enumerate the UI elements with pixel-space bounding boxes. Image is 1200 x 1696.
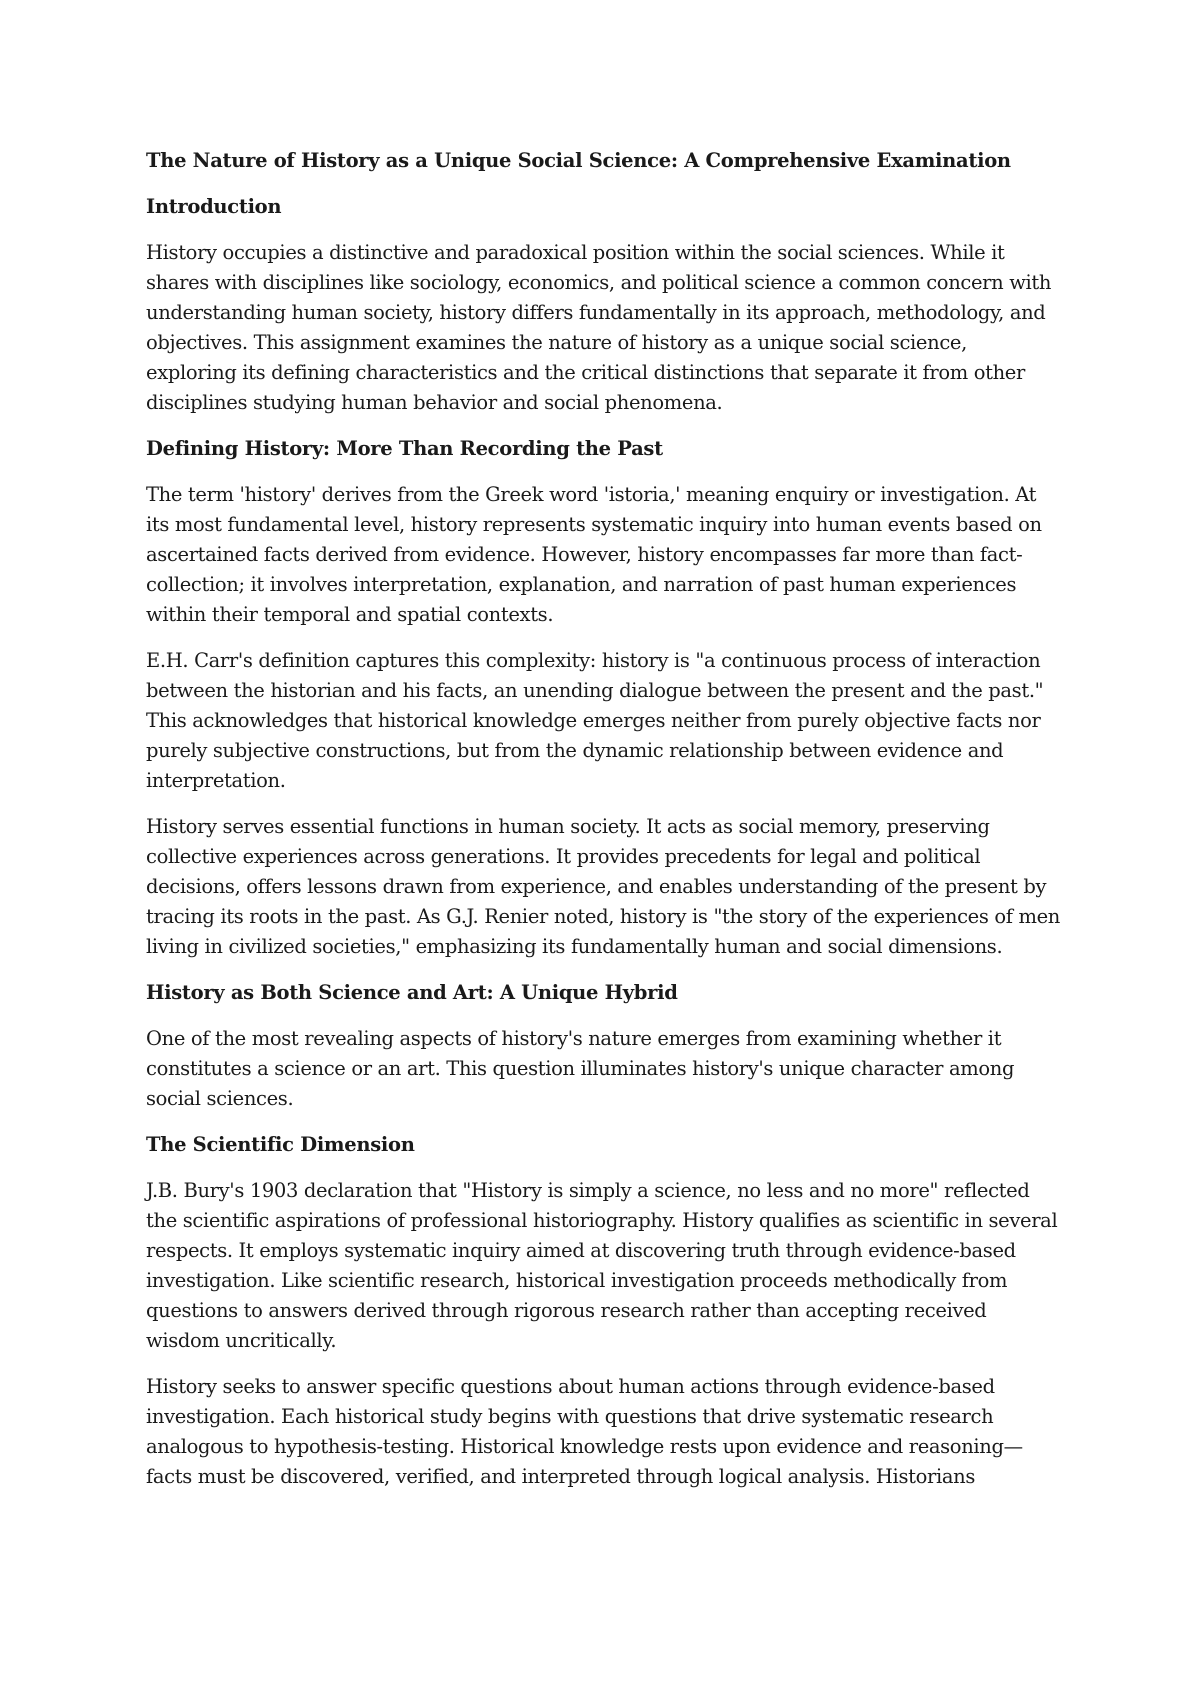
section-defining-history (146, 434, 1060, 962)
paragraph: The term 'history' derives from the Greek word 'istoria,' meaning enquiry or investigation. At its most fundamental level, history represents systematic inquiry into human events based on ascertained facts derived from evidence. However, history encompasses far more than fact-collection; it involves interpretation, explanation, and narration of past human experiences within their temporal and spatial contexts. (146, 483, 1042, 626)
section-introduction (146, 192, 1060, 418)
section-science-and-art (146, 978, 1060, 1114)
paragraph: History occupies a distinctive and paradoxical position within the social sciences. While it shares with disciplines like sociology, economics, and political science a common concern with understanding human society, history differs fundamentally in its approach, methodology, and objectives. This assignment examines the nature of history as a unique social science, exploring its defining characteristics and the critical distinctions that separate it from other disciplines studying human behavior and social phenomena. (146, 241, 1052, 414)
section-scientific-dimension (146, 1130, 1060, 1492)
section-heading: Defining History: More Than Recording the Past (146, 437, 663, 460)
section-heading: Introduction (146, 195, 282, 218)
section-heading: The Scientific Dimension (146, 1133, 415, 1156)
document-title: The Nature of History as a Unique Social Science: A Comprehensive Examination (146, 149, 1011, 172)
paragraph: J.B. Bury's 1903 declaration that "History is simply a science, no less and no more" reflected the scientific aspirations of professional historiography. History qualifies as scientific in several respects. It employs systematic inquiry aimed at discovering truth through evidence-based investigation. Like scientific research, historical investigation proceeds methodically from questions to answers derived through rigorous research rather than accepting received wisdom uncritically. (146, 1179, 1058, 1352)
section-heading: History as Both Science and Art: A Unique Hybrid (146, 981, 678, 1004)
paragraph: History seeks to answer specific questions about human actions through evidence-based investigation. Each historical study begins with questions that drive systematic research analogous to hypothesis-testing. Historical knowledge rests upon evidence and reasoning—facts must be discovered, verified, and interpreted through logical analysis. Historians (146, 1375, 1023, 1488)
paragraph: History serves essential functions in human society. It acts as social memory, preserving collective experiences across generations. It provides precedents for legal and political decisions, offers lessons drawn from experience, and enables understanding of the present by tracing its roots in the past. As G.J. Renier noted, history is "the story of the experiences of men living in civilized societies," emphasizing its fundamentally human and social dimensions. (146, 815, 1060, 958)
paragraph: E.H. Carr's definition captures this complexity: history is "a continuous process of interaction between the historian and his facts, an unending dialogue between the present and the past." This acknowledges that historical knowledge emerges neither from purely objective facts nor purely subjective constructions, but from the dynamic relationship between evidence and interpretation. (146, 649, 1044, 792)
paragraph: One of the most revealing aspects of history's nature emerges from examining whether it constitutes a science or an art. This question illuminates history's unique character among social sciences. (146, 1027, 1015, 1110)
